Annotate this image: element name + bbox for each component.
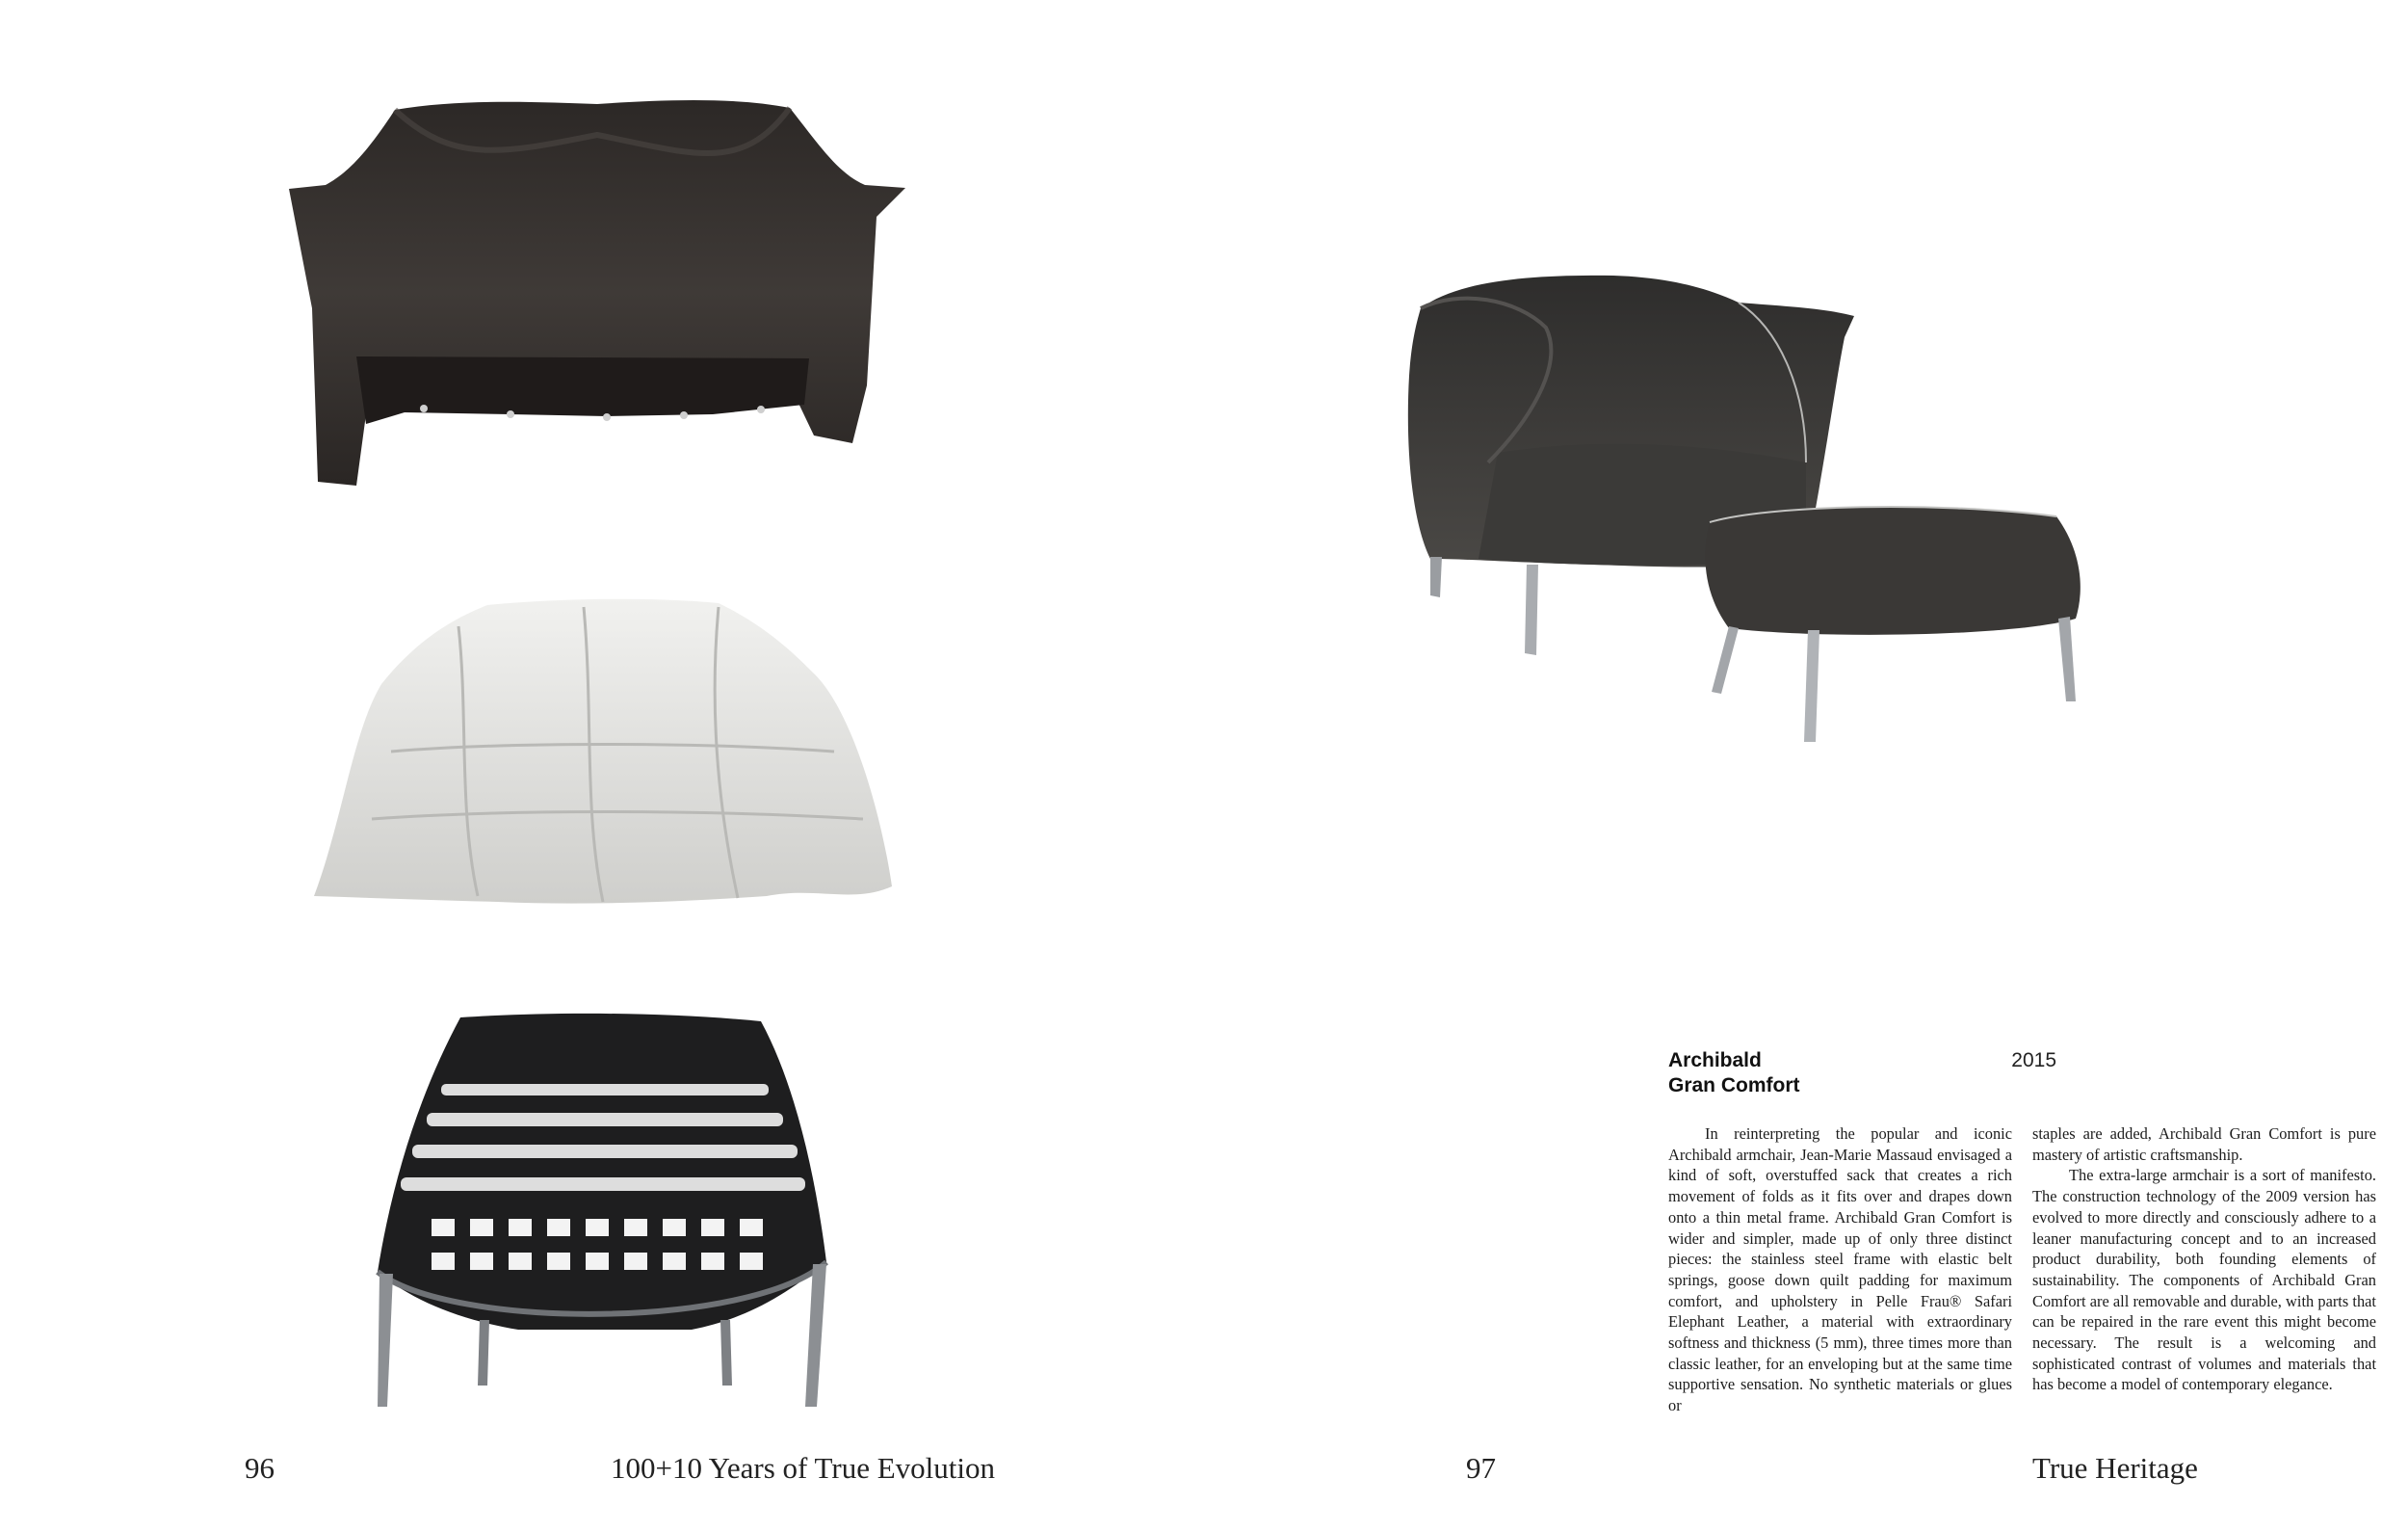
armchair-with-ottoman-photo [1401, 270, 2100, 761]
steel-frame-photo [374, 1012, 838, 1416]
right-page [1204, 0, 2408, 1531]
product-title-line2: Gran Comfort [1668, 1074, 1800, 1096]
product-title [1668, 1048, 1899, 1098]
leather-cover-photo [289, 96, 905, 491]
body-text-column-1 [1668, 1123, 2012, 1416]
body-paragraph: In reinterpreting the popular and iconic Archibald armchair, Jean-Marie Massaud envisaged a kind of soft, overstuffed sack that creates a rich movement of folds as it fits over and drapes down onto a thin metal frame. Archibald Gran Comfort is wider and simpler, made up of only three distinct pieces: the stainless steel frame with elastic belt springs, goose down quilt padding for maximum comfort, and upholstery in Pelle Frau® Safari Elephant Leather, a material with extraordinary softness and thickness (5 mm), three times more than classic leather, for an enveloping but at the same time supportive sensation. No synthetic materials or glues or [1668, 1124, 2012, 1415]
page-number-right: 97 [1466, 1451, 1496, 1485]
product-title-line1: Archibald [1668, 1049, 1762, 1071]
body-paragraph: staples are added, Archibald Gran Comfort is pure mastery of artistic craftsmanship. [2032, 1124, 2376, 1164]
product-year: 2015 [2011, 1049, 2056, 1071]
body-text-column-2 [2032, 1123, 2376, 1395]
page-number-left: 96 [245, 1451, 275, 1485]
running-title-left: 100+10 Years of True Evolution [611, 1451, 995, 1485]
goose-down-quilt-photo [314, 597, 892, 906]
body-paragraph: The extra-large armchair is a sort of manifesto. The construction technology of the 2009 version has evolved to more directly and consciously adhere to a leaner manufacturing concept and to an increased product durability, both founding elements of sustainability. The components of Archibald Gran Comfort are all removable and durable, with parts that can be repaired in the rare event this might become necessary. The result is a welcoming and sophisticated contrast of volumes and materials that has become a model of contemporary elegance. [2032, 1166, 2376, 1394]
running-title-right: True Heritage [2032, 1451, 2198, 1485]
